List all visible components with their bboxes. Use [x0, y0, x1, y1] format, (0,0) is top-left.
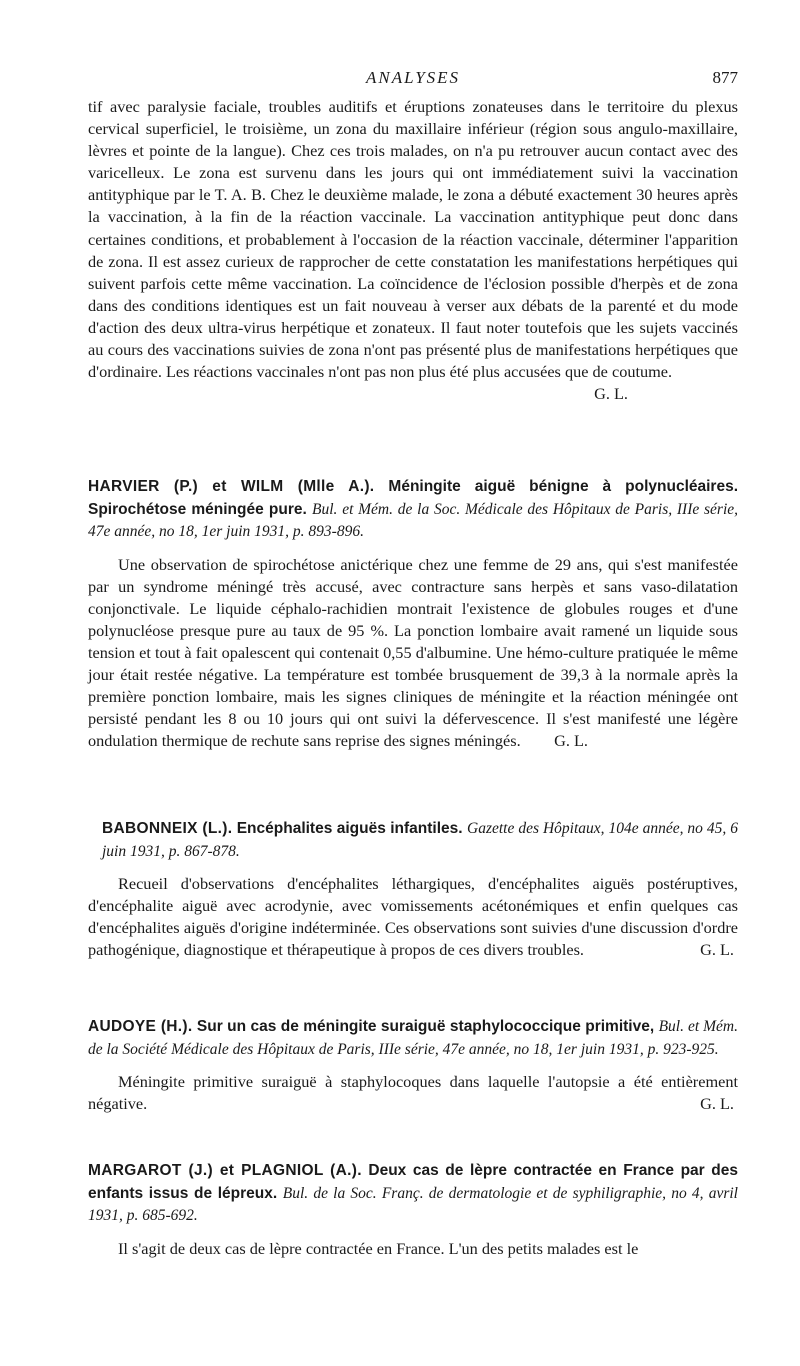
- entry-authors: BABONNEIX (L.).: [102, 820, 233, 837]
- entry-title: Encéphalites aiguës infantiles.: [236, 820, 463, 837]
- entry-reference: Bul. et Mém. de la Soc. Médicale des Hôpitaux de Paris, IIIe série, 47e année, no 18, 1er juin 1931, p. 893-896.: [88, 500, 739, 540]
- entry-authors: AUDOYE (H.).: [88, 1018, 193, 1035]
- abstract-entry: [88, 1160, 738, 1260]
- entry-text: Il s'agit de deux cas de lèpre contractée en France. L'un des petits malades est le: [118, 1238, 639, 1258]
- running-title: ANALYSES: [365, 68, 461, 87]
- entry-heading: [88, 1016, 738, 1061]
- entry-signature: G. L.: [700, 1094, 734, 1114]
- entry-title: Méningite aiguë bénigne à polynucléaires. Spirochétose méningée pure.: [88, 478, 739, 518]
- running-header: [88, 68, 738, 90]
- entry-signature: G. L.: [554, 731, 588, 751]
- intro-text: tif avec paralysie faciale, troubles auditifs et éruptions zonateuses dans le territoire du plexus cervical superficiel, le troisième, un zona du maxillaire inférieur (région sous angulo-maxillaire, lèvres et pointe de la langue). Chez ces trois malades, on n'a pu retrouver aucun contact avec des varicelleux. Le zona est survenu dans les jours qui ont immédiatement suivi la vaccination antityphique par le T. A. B. Chez le deuxième malade, le zona a débuté exactement 30 heures après la vaccination, à la fin de la réaction vaccinale. La vaccination antityphique peut donc dans certaines conditions, et probablement à l'occasion de la réaction vaccinale, déterminer l'apparition de zona. Il est assez curieux de rapprocher de cette constatation les manifestations herpétiques qui suivent parfois cette même vaccination. La coïncidence de l'éclosion possible d'herpès et de zona dans des conditions identiques est un fait nouveau à verser aux débats de la parenté et du mode d'action des deux ultra-virus herpétique et zonateux. Il faut noter toutefois que les sujets vaccinés au cours des vaccinations suivies de zona n'ont pas présenté plus de manifestations herpétiques que d'ordinaire. Les réactions vaccinales n'ont pas non plus été plus accusées que de coutume.: [88, 97, 738, 382]
- entry-heading: [88, 818, 738, 863]
- entry-body: [88, 554, 738, 753]
- abstract-entry: [88, 1016, 738, 1115]
- entry-body: [88, 873, 738, 961]
- intro-abstract: [88, 96, 738, 405]
- entry-reference: Bul. et Mém. de la Société Médicale des Hôpitaux de Paris, IIIe série, 47e année, no 18, 1er juin 1931, p. 923-925.: [88, 1018, 738, 1058]
- intro-paragraph: [88, 96, 738, 404]
- entry-reference: Gazette des Hôpitaux, 104e année, no 45, 6 juin 1931, p. 867-878.: [102, 820, 738, 860]
- entry-heading: [88, 476, 738, 544]
- entry-title: Sur un cas de méningite suraiguë staphylococcique primitive,: [196, 1018, 655, 1035]
- entry-body: [88, 1071, 738, 1115]
- entry-signature: G. L.: [700, 940, 734, 960]
- intro-signature: G. L.: [594, 384, 628, 404]
- entry-title: Deux cas de lèpre contractée en France par des enfants issus de lépreux.: [88, 1162, 738, 1202]
- entry-reference: Bul. de la Soc. Franç. de dermatologie et de syphiligraphie, no 4, avril 1931, p. 685-692.: [88, 1184, 738, 1224]
- abstract-entry: [88, 476, 738, 752]
- entry-authors: MARGAROT (J.) et PLAGNIOL (A.).: [88, 1162, 362, 1179]
- entry-text: Recueil d'observations d'encéphalites léthargiques, d'encéphalites aiguës postéruptives, d'encéphalite aiguë avec acrodynie, avec vomissements acétonémiques et enfin quelques cas d'encéphalites aiguës d'origine indéterminée. Ces observations sont suivies d'une discussion d'ordre pathogénique, diagnostique et thérapeutique à propos de ces divers troubles.: [88, 874, 738, 960]
- entry-text: Méningite primitive suraiguë à staphylocoques dans laquelle l'autopsie a été entièrement négative.: [88, 1072, 738, 1114]
- entry-authors: HARVIER (P.) et WILM (Mlle A.).: [88, 478, 375, 495]
- entry-heading: [88, 1160, 738, 1228]
- entry-body: [88, 1238, 738, 1260]
- abstract-entry: [88, 818, 738, 961]
- entry-text: Une observation de spirochétose anictérique chez une femme de 29 ans, qui s'est manifestée par un syndrome méningé très accusé, avec contracture sans herpès et sans vaso-dilatation conjonctivale. Le liquide céphalo-rachidien montrait l'existence de globules rouges et d'une polynucléose presque pure au taux de 95 %. La ponction lombaire avait ramené un liquide sous tension et tout à fait opalescent qui contenait 0,55 d'albumine. Une hémo-culture pratiquée le même jour était restée négative. La température est tombée brusquement de 39,3 à la normale après la première ponction lombaire, mais les signes cliniques de méningite et la réaction méningée ont persisté pendant les 8 ou 10 jours qui ont suivi la défervescence. Il s'est manifesté une légère ondulation thermique de rechute sans reprise des signes méningés.: [88, 554, 738, 751]
- page-number: 877: [712, 68, 738, 87]
